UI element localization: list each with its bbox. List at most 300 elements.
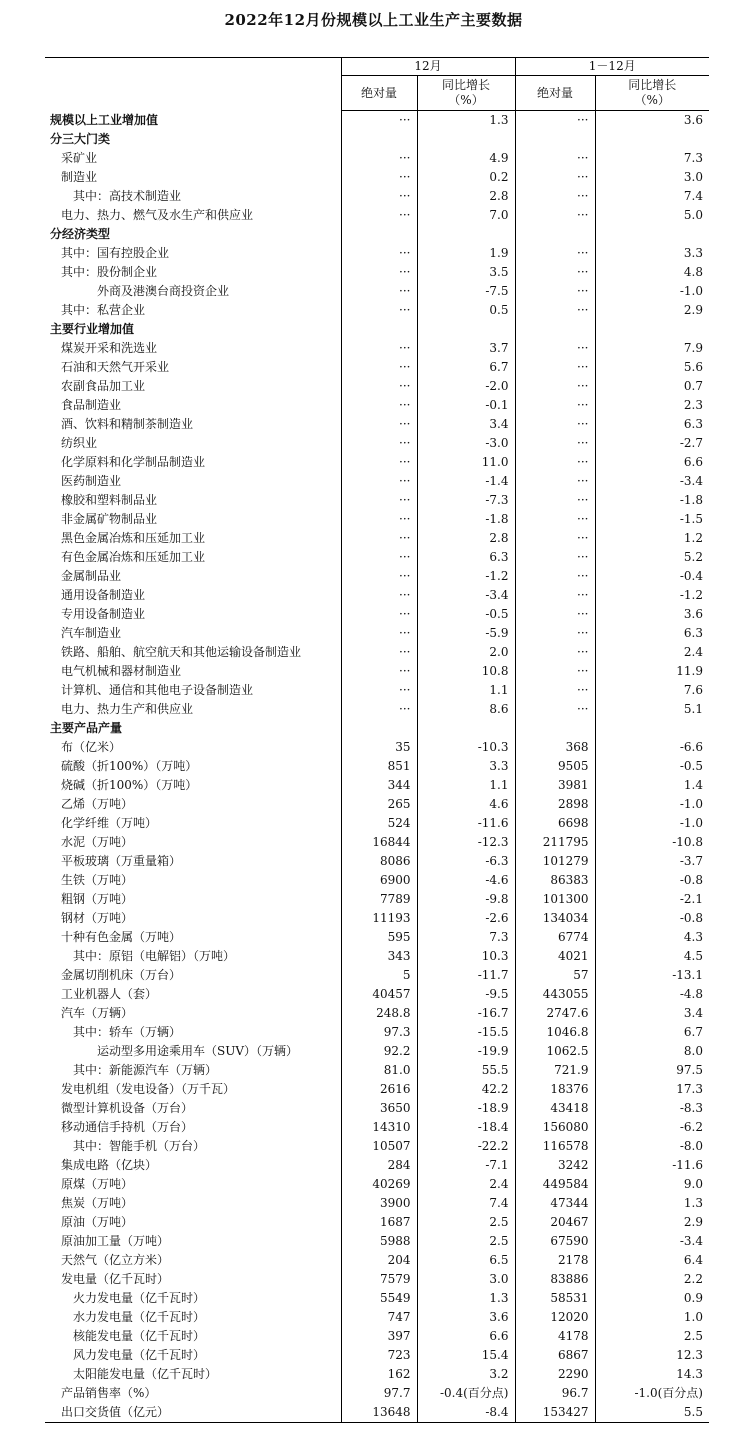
month-growth-cell: 10.3 [417,947,515,966]
ytd-growth-cell: 5.0 [595,206,709,225]
month-absolute-cell: 248.8 [341,1004,417,1023]
month-growth-cell: -1.8 [417,510,515,529]
ytd-growth-cell: 3.3 [595,244,709,263]
ytd-growth-cell: -1.8 [595,491,709,510]
month-growth-cell: -0.1 [417,396,515,415]
row-label: 生铁（万吨） [61,873,134,887]
month-growth-cell: 4.9 [417,149,515,168]
ytd-growth-cell: -3.4 [595,472,709,491]
ytd-absolute-cell: 368 [515,738,595,757]
month-absolute-cell: ··· [341,529,417,548]
table-row [45,1023,709,1042]
ytd-absolute-cell: ··· [515,301,595,320]
month-absolute-cell: ··· [341,643,417,662]
table-row [45,510,709,529]
ytd-absolute-cell: 2178 [515,1251,595,1270]
ytd-growth-cell: 2.4 [595,643,709,662]
ytd-growth-cell: -1.2 [595,586,709,605]
ytd-absolute-cell: ··· [515,149,595,168]
row-label: 其中：原铝（电解铝）（万吨） [73,949,236,963]
table-row [45,206,709,225]
month-absolute-cell: 10507 [341,1137,417,1156]
table-row [45,168,709,187]
month-growth-cell: 1.3 [417,1289,515,1308]
table-row [45,909,709,928]
month-absolute-cell: ··· [341,700,417,719]
ytd-absolute-cell: 2290 [515,1365,595,1384]
month-growth-cell: -9.5 [417,985,515,1004]
ytd-growth-cell: 4.3 [595,928,709,947]
row-label: 其中：私营企业 [61,303,146,317]
month-absolute-cell: ··· [341,206,417,225]
month-growth-cell: -12.3 [417,833,515,852]
table-row [45,814,709,833]
row-label: 医药制造业 [61,474,122,488]
header-month-absolute [341,76,417,111]
ytd-absolute-cell: ··· [515,700,595,719]
row-label: 非金属矿物制品业 [61,512,158,526]
month-growth-cell: 2.0 [417,643,515,662]
ytd-absolute-cell: 67590 [515,1232,595,1251]
category-row [45,111,709,131]
header-period-ytd: 1－12月 [515,58,709,76]
row-label: 金属切削机床（万台） [61,968,182,982]
ytd-absolute-cell: 3242 [515,1156,595,1175]
row-label: 原油加工量（万吨） [61,1234,170,1248]
row-label: 其中：国有控股企业 [61,246,170,260]
month-growth-cell: -1.2 [417,567,515,586]
month-absolute-cell: ··· [341,681,417,700]
ytd-growth-cell: 17.3 [595,1080,709,1099]
table-row [45,396,709,415]
ytd-growth-cell: -2.7 [595,434,709,453]
table-row [45,1061,709,1080]
month-growth-cell: -7.5 [417,282,515,301]
ytd-growth-cell: 97.5 [595,1061,709,1080]
row-label: 其中：高技术制造业 [73,189,182,203]
table-row [45,244,709,263]
month-growth-cell: 1.3 [417,111,515,131]
table-row [45,624,709,643]
ytd-growth-cell: 7.4 [595,187,709,206]
row-label: 原煤（万吨） [61,1177,134,1191]
month-growth-cell: 15.4 [417,1346,515,1365]
ytd-absolute-cell: ··· [515,263,595,282]
table-row [45,776,709,795]
table-row [45,529,709,548]
month-growth-cell: 3.7 [417,339,515,358]
table-row [45,605,709,624]
month-absolute-cell: 3900 [341,1194,417,1213]
month-absolute-cell: 747 [341,1308,417,1327]
row-label: 电力、热力、燃气及水生产和供应业 [61,208,254,222]
table-row [45,852,709,871]
month-absolute-cell: 6900 [341,871,417,890]
table-row [45,1213,709,1232]
table-row [45,947,709,966]
ytd-absolute-cell: ··· [515,396,595,415]
ytd-growth-cell: 8.0 [595,1042,709,1061]
ytd-absolute-cell: ··· [515,567,595,586]
row-label: 采矿业 [61,151,98,165]
month-absolute-cell: 5549 [341,1289,417,1308]
row-label: 移动通信手持机（万台） [61,1120,194,1134]
ytd-absolute-cell: ··· [515,187,595,206]
table-row [45,985,709,1004]
month-absolute-cell [341,225,417,244]
ytd-growth-cell: -2.1 [595,890,709,909]
ytd-growth-cell: -8.3 [595,1099,709,1118]
month-absolute-cell: 7789 [341,890,417,909]
table-row [45,1156,709,1175]
ytd-growth-cell: -4.8 [595,985,709,1004]
table-row [45,415,709,434]
month-growth-cell: 42.2 [417,1080,515,1099]
month-growth-cell: 1.9 [417,244,515,263]
ytd-absolute-cell: 449584 [515,1175,595,1194]
ytd-growth-cell [595,320,709,339]
row-label: 电气机械和器材制造业 [61,664,182,678]
ytd-absolute-cell: 58531 [515,1289,595,1308]
ytd-absolute-cell: ··· [515,472,595,491]
row-label: 汽车（万辆） [61,1006,134,1020]
table-row [45,643,709,662]
month-absolute-cell: ··· [341,263,417,282]
ytd-growth-cell: -0.8 [595,871,709,890]
month-absolute-cell: ··· [341,244,417,263]
table-row [45,1080,709,1099]
row-label: 食品制造业 [61,398,122,412]
table-body [45,111,709,1423]
month-absolute-cell: ··· [341,339,417,358]
ytd-absolute-cell: ··· [515,453,595,472]
row-label: 运动型多用途乘用车（SUV）（万辆） [97,1044,299,1058]
header-ytd-growth [595,76,709,111]
table-row [45,1004,709,1023]
row-label: 其中：股份制企业 [61,265,158,279]
table-row [45,586,709,605]
month-absolute-cell: 35 [341,738,417,757]
month-growth-cell: 7.0 [417,206,515,225]
month-growth-cell: 55.5 [417,1061,515,1080]
month-growth-cell: -0.4(百分点) [417,1384,515,1403]
row-label: 硫酸（折100%）（万吨） [61,759,198,773]
month-growth-cell: -11.7 [417,966,515,985]
ytd-absolute-cell: ··· [515,491,595,510]
row-label: 太阳能发电量（亿千瓦时） [73,1367,218,1381]
ytd-absolute-cell: ··· [515,244,595,263]
ytd-absolute-cell: 9505 [515,757,595,776]
row-label: 十种有色金属（万吨） [61,930,182,944]
page-title: 2022年12月份规模以上工业生产主要数据 [224,11,523,29]
month-absolute-cell [341,719,417,738]
month-growth-cell: -11.6 [417,814,515,833]
data-table [45,57,709,1423]
month-absolute-cell: 14310 [341,1118,417,1137]
ytd-growth-cell: 3.6 [595,605,709,624]
header-growth-unit: （%） [634,93,670,107]
ytd-growth-cell: -13.1 [595,966,709,985]
ytd-absolute-cell: 47344 [515,1194,595,1213]
ytd-growth-cell: 2.3 [595,396,709,415]
table-row [45,1232,709,1251]
month-growth-cell: -18.9 [417,1099,515,1118]
month-absolute-cell: ··· [341,111,417,131]
table-row [45,548,709,567]
month-absolute-cell: ··· [341,605,417,624]
month-absolute-cell: ··· [341,149,417,168]
row-label: 其中：智能手机（万台） [73,1139,206,1153]
row-label: 主要行业增加值 [50,322,135,336]
table-row [45,453,709,472]
month-growth-cell: 6.6 [417,1327,515,1346]
row-label: 水泥（万吨） [61,835,134,849]
ytd-absolute-cell: ··· [515,111,595,131]
row-label: 计算机、通信和其他电子设备制造业 [61,683,254,697]
row-label: 专用设备制造业 [61,607,146,621]
header-growth-unit: （%） [448,93,484,107]
ytd-absolute-cell: 211795 [515,833,595,852]
row-label: 原油（万吨） [61,1215,134,1229]
ytd-absolute-cell: ··· [515,548,595,567]
month-absolute-cell: 40269 [341,1175,417,1194]
ytd-absolute-cell: 6698 [515,814,595,833]
row-label: 水力发电量（亿千瓦时） [73,1310,206,1324]
ytd-growth-cell: -11.6 [595,1156,709,1175]
row-label: 平板玻璃（万重量箱） [61,854,182,868]
ytd-absolute-cell: 57 [515,966,595,985]
ytd-absolute-cell: 6867 [515,1346,595,1365]
table-row [45,966,709,985]
header-absolute-label: 绝对量 [536,85,573,100]
row-label: 外商及港澳台商投资企业 [97,284,230,298]
month-absolute-cell: 524 [341,814,417,833]
ytd-absolute-cell: ··· [515,529,595,548]
ytd-absolute-cell: 134034 [515,909,595,928]
ytd-growth-cell [595,130,709,149]
ytd-growth-cell: 3.4 [595,1004,709,1023]
month-growth-cell: 2.5 [417,1213,515,1232]
month-growth-cell: 3.5 [417,263,515,282]
ytd-growth-cell: 7.6 [595,681,709,700]
row-label: 产品销售率（%） [61,1386,157,1400]
row-label: 出口交货值（亿元） [45,1403,341,1423]
month-absolute-cell: 3650 [341,1099,417,1118]
row-label: 分三大门类 [50,132,111,146]
ytd-growth-cell: 5.2 [595,548,709,567]
month-growth-cell: 3.3 [417,757,515,776]
ytd-growth-cell: 2.9 [595,1213,709,1232]
ytd-growth-cell: 9.0 [595,1175,709,1194]
ytd-absolute-cell: ··· [515,339,595,358]
month-absolute-cell: ··· [341,472,417,491]
month-growth-cell: 2.4 [417,1175,515,1194]
ytd-absolute-cell: 101279 [515,852,595,871]
ytd-absolute-cell: 6774 [515,928,595,947]
month-absolute-cell: 344 [341,776,417,795]
row-label: 发电机组（发电设备）（万千瓦） [61,1082,236,1096]
ytd-absolute-cell: 43418 [515,1099,595,1118]
month-absolute-cell: 97.7 [341,1384,417,1403]
month-growth-cell: -8.4 [417,1403,515,1423]
table-row [45,1099,709,1118]
table-row [45,1327,709,1346]
ytd-absolute-cell: 2747.6 [515,1004,595,1023]
month-absolute-cell: ··· [341,396,417,415]
ytd-growth-cell: 1.3 [595,1194,709,1213]
table-header [45,58,709,111]
row-label: 电力、热力生产和供应业 [61,702,194,716]
month-growth-cell: -5.9 [417,624,515,643]
row-label: 布（亿米） [61,740,122,754]
header-absolute-label: 绝对量 [360,85,397,100]
month-absolute-cell: 7579 [341,1270,417,1289]
month-growth-cell: 2.8 [417,529,515,548]
ytd-growth-cell: 1.0 [595,1308,709,1327]
month-absolute-cell: 265 [341,795,417,814]
ytd-absolute-cell: ··· [515,168,595,187]
month-growth-cell: -1.4 [417,472,515,491]
month-absolute-cell: ··· [341,548,417,567]
ytd-absolute-cell: ··· [515,434,595,453]
table-row [45,1308,709,1327]
row-label: 风力发电量（亿千瓦时） [73,1348,206,1362]
month-growth-cell: 3.2 [417,1365,515,1384]
category-row [45,130,709,149]
ytd-absolute-cell: 721.9 [515,1061,595,1080]
table-row [45,472,709,491]
row-label: 橡胶和塑料制品业 [61,493,158,507]
table-row [45,263,709,282]
table-row [45,301,709,320]
table-row [45,1194,709,1213]
header-growth-label: 同比增长 [441,78,490,92]
ytd-absolute-cell [515,320,595,339]
ytd-absolute-cell: ··· [515,624,595,643]
month-absolute-cell: 723 [341,1346,417,1365]
table-row [45,1365,709,1384]
month-growth-cell [417,130,515,149]
month-growth-cell: 3.4 [417,415,515,434]
month-absolute-cell: ··· [341,586,417,605]
row-label: 酒、饮料和精制茶制造业 [61,417,194,431]
month-absolute-cell: 8086 [341,852,417,871]
ytd-growth-cell: -3.4 [595,1232,709,1251]
ytd-absolute-cell: 443055 [515,985,595,1004]
table-row [45,149,709,168]
header-period-month: 12月 [341,58,515,76]
row-label: 化学纤维（万吨） [61,816,158,830]
ytd-growth-cell: -0.5 [595,757,709,776]
table-row [45,1403,709,1423]
month-growth-cell: -7.3 [417,491,515,510]
month-absolute-cell: ··· [341,491,417,510]
table-row [45,1251,709,1270]
month-growth-cell: -3.4 [417,586,515,605]
table-row [45,1137,709,1156]
month-growth-cell: -10.3 [417,738,515,757]
table-row [45,928,709,947]
row-label: 铁路、船舶、航空航天和其他运输设备制造业 [61,645,302,659]
month-absolute-cell: 851 [341,757,417,776]
ytd-absolute-cell: ··· [515,377,595,396]
ytd-absolute-cell: 116578 [515,1137,595,1156]
ytd-absolute-cell: ··· [515,358,595,377]
month-absolute-cell: ··· [341,624,417,643]
table-row [45,833,709,852]
month-growth-cell: -6.3 [417,852,515,871]
month-absolute-cell: 11193 [341,909,417,928]
ytd-growth-cell: -1.0 [595,814,709,833]
ytd-growth-cell: -0.4 [595,567,709,586]
ytd-growth-cell [595,719,709,738]
table-row [45,700,709,719]
row-label: 通用设备制造业 [61,588,146,602]
month-absolute-cell: ··· [341,377,417,396]
ytd-growth-cell: -10.8 [595,833,709,852]
ytd-growth-cell: 2.2 [595,1270,709,1289]
month-absolute-cell: 97.3 [341,1023,417,1042]
month-absolute-cell: 5 [341,966,417,985]
table-row [45,1270,709,1289]
row-label: 发电量（亿千瓦时） [61,1272,170,1286]
table-row [45,434,709,453]
month-growth-cell: -3.0 [417,434,515,453]
table-row [45,187,709,206]
table-row [45,377,709,396]
ytd-growth-cell: -1.5 [595,510,709,529]
ytd-growth-cell: -3.7 [595,852,709,871]
month-absolute-cell: ··· [341,510,417,529]
ytd-absolute-cell: 153427 [515,1403,595,1423]
ytd-growth-cell: 2.9 [595,301,709,320]
ytd-absolute-cell: 86383 [515,871,595,890]
row-label: 其中：新能源汽车（万辆） [73,1063,218,1077]
month-absolute-cell: 40457 [341,985,417,1004]
ytd-absolute-cell: 96.7 [515,1384,595,1403]
month-absolute-cell: 397 [341,1327,417,1346]
row-label: 纺织业 [61,436,98,450]
row-label: 焦炭（万吨） [61,1196,134,1210]
table-row [45,1175,709,1194]
ytd-absolute-cell [515,130,595,149]
ytd-growth-cell: 2.5 [595,1327,709,1346]
ytd-growth-cell: 3.6 [595,111,709,131]
ytd-absolute-cell [515,225,595,244]
ytd-growth-cell: 5.6 [595,358,709,377]
ytd-growth-cell: -6.6 [595,738,709,757]
month-growth-cell: -9.8 [417,890,515,909]
table-row [45,757,709,776]
ytd-growth-cell: 6.3 [595,624,709,643]
ytd-growth-cell: -8.0 [595,1137,709,1156]
table-row [45,1118,709,1137]
ytd-absolute-cell: 2898 [515,795,595,814]
month-growth-cell: 8.6 [417,700,515,719]
ytd-absolute-cell: 3981 [515,776,595,795]
ytd-growth-cell: 5.1 [595,700,709,719]
month-absolute-cell: 16844 [341,833,417,852]
month-absolute-cell: ··· [341,301,417,320]
ytd-absolute-cell [515,719,595,738]
row-label: 天然气（亿立方米） [61,1253,170,1267]
ytd-absolute-cell: 1062.5 [515,1042,595,1061]
row-label: 煤炭开采和洗选业 [61,341,158,355]
ytd-growth-cell: -0.8 [595,909,709,928]
ytd-growth-cell: 5.5 [595,1403,709,1423]
ytd-absolute-cell: ··· [515,605,595,624]
ytd-growth-cell: 4.5 [595,947,709,966]
